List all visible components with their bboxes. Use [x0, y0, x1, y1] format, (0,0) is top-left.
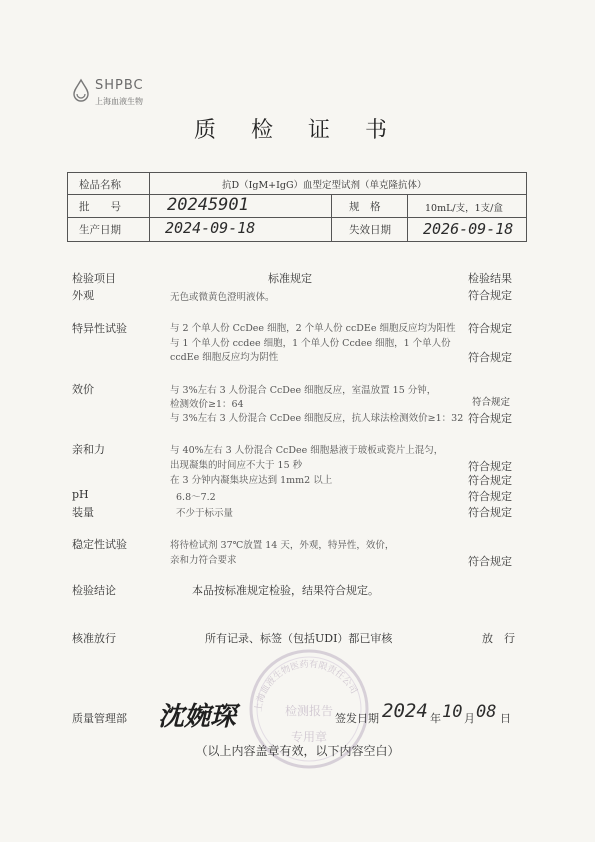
table-line: [331, 194, 332, 242]
column-item: 检验项目: [72, 272, 116, 285]
release-label: 核准放行: [72, 632, 116, 645]
specificity-result-2: 符合规定: [468, 351, 512, 364]
titer-line1: 与 3%左右 3 人份混合 CcDee 细胞反应，室温放置 15 分钟，: [170, 385, 437, 396]
ph-result: 符合规定: [468, 490, 512, 503]
column-standard: 标准规定: [268, 272, 312, 285]
document-title: 质 检 证 书: [194, 118, 401, 143]
exp-date-value: 2026-09-18: [423, 220, 514, 238]
titer-line2: 检测效价≥1：64: [170, 399, 244, 410]
affinity-line2: 出现凝集的时间应不大于 15 秒: [170, 460, 303, 471]
drop-logo-icon: [70, 78, 92, 104]
appearance-standard: 无色或微黄色澄明液体。: [170, 292, 275, 303]
product-name-value: 抗D（IgM+IgG）血型定型试剂（单克隆抗体）: [222, 180, 427, 191]
table-line: [67, 194, 527, 195]
issue-day: 08: [476, 702, 497, 722]
footer-note: （以上内容盖章有效，以下内容空白）: [195, 744, 400, 758]
dept-label: 质量管理部: [72, 712, 127, 725]
affinity-line3: 在 3 分钟内凝集块应达到 1mm2 以上: [170, 475, 333, 486]
volume-standard: 不少于标示量: [176, 508, 234, 519]
ph-label: pH: [72, 488, 89, 501]
header-table: [67, 172, 527, 242]
affinity-label: 亲和力: [72, 443, 105, 456]
logo-text-en: SHPBC: [95, 78, 144, 93]
ph-standard: 6.8～7.2: [176, 492, 216, 503]
table-line: [67, 241, 527, 242]
affinity-result-2: 符合规定: [468, 474, 512, 487]
release-result: 放 行: [482, 632, 515, 645]
spec-label: 规 格: [349, 201, 381, 213]
affinity-line1: 与 40%左右 3 人份混合 CcDee 细胞悬液于玻板或瓷片上混匀，: [170, 445, 444, 456]
appearance-result: 符合规定: [468, 289, 512, 302]
titer-label: 效价: [72, 383, 94, 396]
signature: 沈婉琛: [158, 702, 237, 732]
table-line: [67, 172, 68, 242]
volume-result: 符合规定: [468, 506, 512, 519]
logo-text-cn: 上海血液生物: [95, 97, 143, 106]
table-line: [149, 172, 150, 242]
table-line: [407, 194, 408, 242]
batch-label: 批 号: [79, 201, 121, 213]
column-result: 检验结果: [468, 272, 512, 285]
conclusion-label: 检验结论: [72, 584, 116, 597]
affinity-result-1: 符合规定: [468, 460, 512, 473]
specificity-result-1: 符合规定: [468, 322, 512, 335]
titer-result-1: 符合规定: [472, 397, 511, 408]
issue-date-label: 签发日期: [335, 712, 379, 725]
day-unit: 日: [500, 712, 511, 725]
exp-date-label: 失效日期: [349, 224, 391, 236]
issue-year: 2024: [382, 700, 428, 722]
appearance-label: 外观: [72, 289, 94, 302]
specificity-label: 特异性试验: [72, 322, 127, 335]
spec-value: 10mL/支，1支/盒: [425, 203, 503, 214]
table-line: [67, 172, 527, 173]
issue-month: 10: [442, 702, 463, 722]
month-unit: 月: [464, 712, 475, 725]
stability-result: 符合规定: [468, 555, 512, 568]
volume-label: 装量: [72, 506, 94, 519]
table-line: [67, 217, 527, 218]
stability-line1: 将待检试剂 37℃放置 14 天，外观，特异性，效价，: [170, 540, 395, 551]
stability-label: 稳定性试验: [72, 538, 127, 551]
company-logo: [70, 78, 160, 112]
mfg-date-label: 生产日期: [79, 224, 121, 236]
release-text: 所有记录、标签（包括UDI）都已审核: [205, 632, 393, 645]
conclusion-text: 本品按标准规定检验，结果符合规定。: [192, 584, 379, 597]
svg-text:上海血液生物医药有限责任公司: 上海血液生物医药有限责任公司: [253, 659, 359, 713]
year-unit: 年: [430, 712, 441, 725]
mfg-date-value: 2024-09-18: [165, 219, 256, 237]
batch-value: 20245901: [167, 195, 249, 215]
stamp-bottom-text: 专用章: [290, 730, 328, 744]
specificity-line1: 与 2 个单人份 CcDee 细胞，2 个单人份 ccDEe 细胞反应均为阳性: [170, 323, 456, 334]
table-line: [526, 172, 527, 242]
specificity-line2: 与 1 个单人份 ccdee 细胞，1 个单人份 Ccdee 细胞，1 个单人份: [170, 338, 451, 349]
stamp-center-text: 检测报告: [284, 704, 334, 718]
specificity-line3: ccdEe 细胞反应均为阴性: [170, 352, 279, 363]
titer-result-2: 符合规定: [468, 412, 512, 425]
titer-line3: 与 3%左右 3 人份混合 CcDee 细胞反应，抗人球法检测效价≥1：32: [170, 413, 464, 424]
stability-line2: 亲和力符合要求: [170, 555, 237, 566]
product-name-label: 检品名称: [79, 179, 121, 191]
